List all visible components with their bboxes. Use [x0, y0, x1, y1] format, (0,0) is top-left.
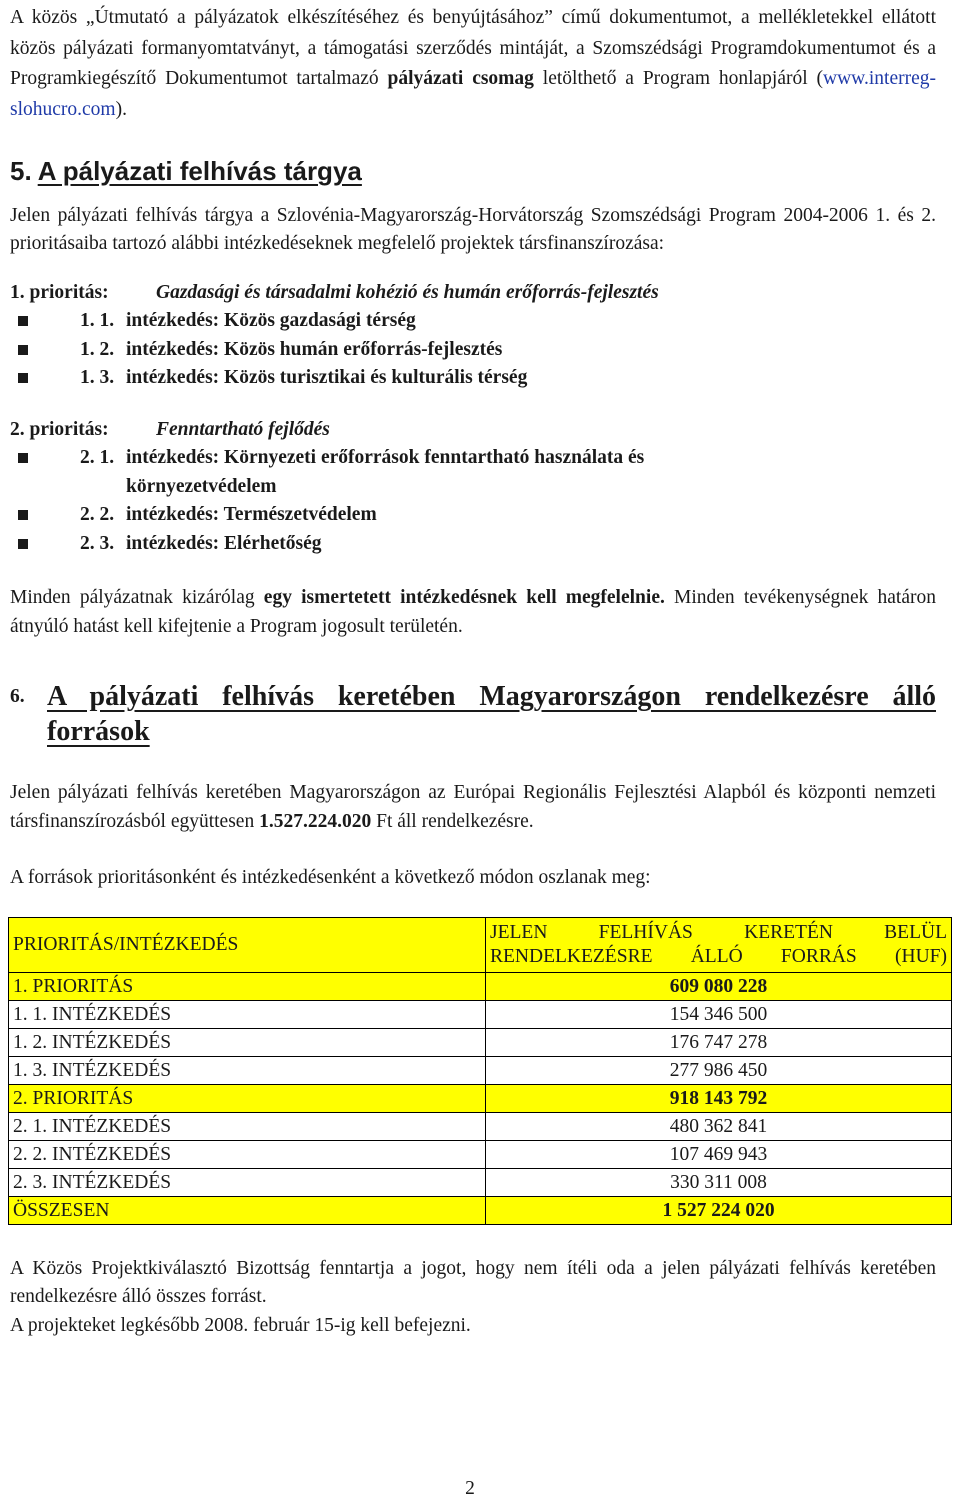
closing-bold: egy ismertetett intézkedésnek kell megfelelnie. — [263, 587, 665, 608]
intro-paragraph — [10, 3, 936, 125]
intro-text-post: ). — [115, 98, 127, 120]
table-header-row — [9, 917, 952, 972]
square-bullet-icon — [18, 453, 28, 463]
intro-bold-package: pályázati csomag — [387, 68, 534, 89]
priority-1-label: 1. prioritás: — [10, 281, 109, 303]
list-item — [10, 336, 936, 365]
table-header-amount — [486, 917, 952, 972]
list-item — [10, 307, 936, 336]
row-label: 1. 2. INTÉZKEDÉS — [9, 1028, 486, 1056]
row-value: 609 080 228 — [486, 972, 952, 1000]
row-value: 330 311 008 — [486, 1168, 952, 1196]
row-label: 2. 1. INTÉZKEDÉS — [9, 1112, 486, 1140]
deadline-paragraph: A projekteket legkésőbb 2008. február 15-ig kell befejezni. — [10, 1314, 471, 1336]
page-number: 2 — [465, 1478, 475, 1499]
measure-text: intézkedés: Közös turisztikai és kulturális térség — [126, 367, 528, 388]
table-row — [9, 1140, 952, 1168]
row-value: 1 527 224 020 — [486, 1196, 952, 1224]
section-5-paragraph: Jelen pályázati felhívás tárgya a Szlovénia-Magyarország-Horvátország Szomszédsági Program 2004-2006 1. és 2. prioritásaiba tartozó alábbi intézkedéseknek megfelelő projektek társfinanszírozása: — [10, 204, 936, 254]
table-row — [9, 1000, 952, 1028]
measure-code: 1. 2. — [80, 338, 115, 360]
table-row — [9, 1196, 952, 1224]
funding-table — [8, 917, 952, 1225]
row-label: ÖSSZESEN — [9, 1196, 486, 1224]
measure-text: intézkedés: Elérhetőség — [126, 532, 322, 554]
row-label: 1. 3. INTÉZKEDÉS — [9, 1056, 486, 1084]
measure-code: 1. 3. — [80, 367, 115, 388]
measure-text: intézkedés: Természetvédelem — [126, 504, 377, 525]
measure-text: intézkedés: Közös humán erőforrás-fejlesztés — [126, 338, 503, 360]
table-row — [9, 1056, 952, 1084]
list-item — [10, 444, 936, 501]
row-value: 154 346 500 — [486, 1000, 952, 1028]
square-bullet-icon — [18, 345, 28, 355]
funding-text-post: Ft áll rendelkezésre. — [371, 810, 534, 832]
closing-text-post: Minden tevékenységnek határon átnyúló hatást kell kifejtenie a Program jogosult területén. — [10, 587, 936, 637]
funding-text-pre: Jelen pályázati felhívás keretében Magyarországon az Európai Regionális Fejlesztési Alapból és központi nemzeti társfinanszírozásból együttesen — [10, 782, 936, 832]
table-row — [9, 972, 952, 1000]
section-5-title: A pályázati felhívás tárgya — [37, 156, 362, 186]
measure-code: 2. 3. — [80, 532, 115, 554]
measure-code: 1. 1. — [80, 310, 115, 331]
single-measure-paragraph — [10, 584, 936, 641]
square-bullet-icon — [18, 373, 28, 383]
row-value: 480 362 841 — [486, 1112, 952, 1140]
section-5-number: 5. — [10, 156, 32, 186]
row-label: 2. 3. INTÉZKEDÉS — [9, 1168, 486, 1196]
priority-1-name: Gazdasági és társadalmi kohézió és humán erőforrás-fejlesztés — [156, 281, 659, 303]
section-6-paragraph — [10, 779, 936, 836]
priority-2-measure-list — [10, 444, 936, 558]
priority-1-heading — [10, 279, 936, 308]
funding-amount: 1.527.224.020 — [259, 810, 372, 832]
priority-2-label: 2. prioritás: — [10, 418, 109, 440]
square-bullet-icon — [18, 316, 28, 326]
table-header-priority: PRIORITÁS/INTÉZKEDÉS — [9, 917, 486, 972]
row-value: 176 747 278 — [486, 1028, 952, 1056]
row-value: 277 986 450 — [486, 1056, 952, 1084]
section-6-number: 6. — [10, 686, 25, 707]
table-row — [9, 1028, 952, 1056]
priority-2-name: Fenntartható fejlődés — [156, 418, 330, 440]
section-6-heading — [10, 679, 936, 749]
list-item — [10, 364, 936, 393]
list-item — [10, 530, 936, 559]
row-label: 1. PRIORITÁS — [9, 972, 486, 1000]
section-5-heading — [10, 157, 936, 186]
program-website-link[interactable]: www.interreg-slohucro.com — [10, 68, 936, 120]
list-item — [10, 501, 936, 530]
row-value: 107 469 943 — [486, 1140, 952, 1168]
distribution-intro: A források prioritásonként és intézkedésenként a következő módon oszlanak meg: — [10, 867, 651, 888]
section-6-title: A pályázati felhívás keretében Magyarországon rendelkezésre álló források — [47, 681, 936, 747]
header-amount-line-1: JELEN FELHÍVÁS KERETÉN BELÜL — [490, 921, 947, 943]
measure-code: 2. 2. — [80, 504, 115, 525]
row-label: 2. PRIORITÁS — [9, 1084, 486, 1112]
table-row — [9, 1084, 952, 1112]
square-bullet-icon — [18, 539, 28, 549]
table-row — [9, 1112, 952, 1140]
intro-text-mid: letölthető a Program honlapjáról ( — [533, 68, 824, 89]
priority-1-measure-list — [10, 307, 936, 393]
intro-text-pre: A közös „Útmutató a pályázatok elkészítéséhez és benyújtásához” című dokumentumot, a mellékletekkel ellátott közös pályázati formanyomtatványt, a támogatási szerződés mintáját, a Szomszédsági Programdokumentumot és a Programkiegészítő Dokumentumot tartalmazó — [10, 7, 936, 89]
closing-text-pre: Minden pályázatnak kizárólag — [10, 587, 264, 608]
row-label: 1. 1. INTÉZKEDÉS — [9, 1000, 486, 1028]
table-row — [9, 1168, 952, 1196]
document-page — [10, 3, 947, 1340]
square-bullet-icon — [18, 510, 28, 520]
row-value: 918 143 792 — [486, 1084, 952, 1112]
measure-text: intézkedés: Környezeti erőforrások fenntartható használata és környezetvédelem — [126, 447, 645, 497]
committee-paragraph: A Közös Projektkiválasztó Bizottság fenntartja a jogot, hogy nem ítéli oda a jelen pályázati felhívás keretében rendelkezésre álló összes forrást. — [10, 1257, 936, 1307]
priority-2-heading — [10, 416, 936, 445]
row-label: 2. 2. INTÉZKEDÉS — [9, 1140, 486, 1168]
measure-code: 2. 1. — [80, 447, 115, 468]
measure-text: intézkedés: Közös gazdasági térség — [126, 310, 416, 331]
header-amount-line-2: RENDELKEZÉSRE ÁLLÓ FORRÁS (HUF) — [490, 945, 947, 967]
